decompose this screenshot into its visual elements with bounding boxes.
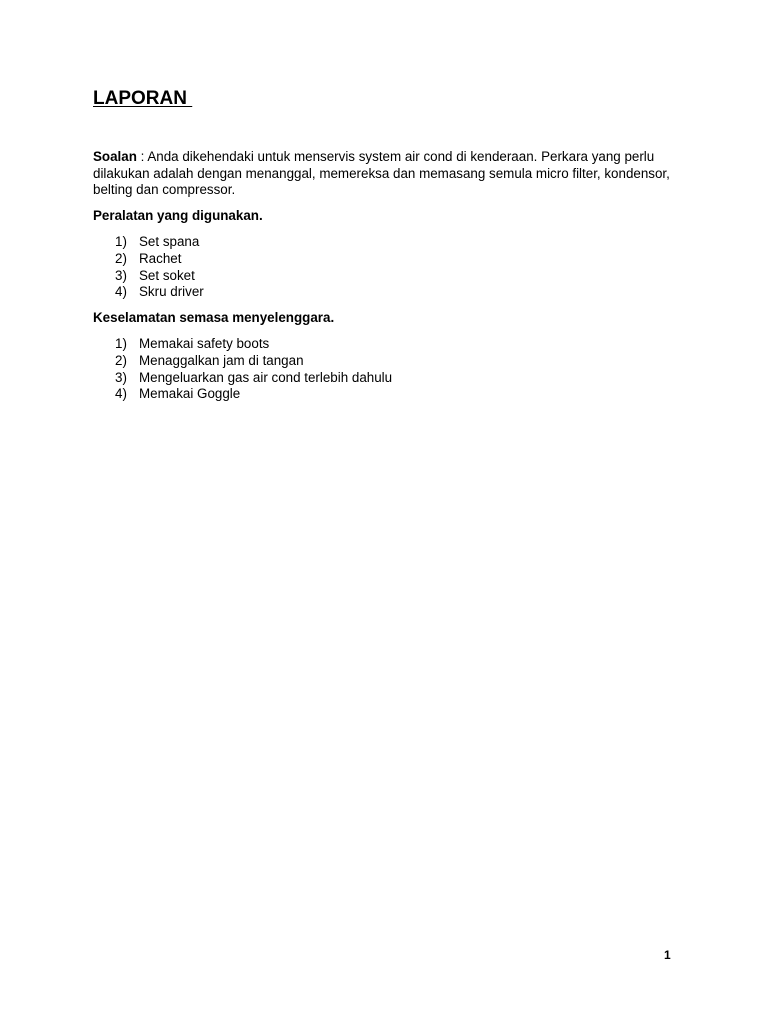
list-item-number: 1) [115, 234, 127, 249]
list-item-number: 4) [115, 284, 127, 300]
list-item-text: Mengeluarkan gas air cond terlebih dahulu [139, 369, 393, 385]
list-item-text: Skru driver [139, 284, 204, 300]
question-label: Soalan [93, 149, 137, 164]
list-item-number: 3) [115, 369, 127, 385]
list-item [93, 386, 392, 403]
list-item [93, 353, 392, 370]
list-item [93, 234, 204, 251]
safety-heading: Keselamatan semasa menyelenggara. [93, 310, 335, 325]
question-paragraph [93, 149, 683, 199]
tools-heading: Peralatan yang digunakan. [93, 208, 263, 223]
list-item-text: Rachet [139, 250, 182, 266]
list-item-text: Set soket [139, 267, 195, 283]
list-item [93, 336, 392, 353]
tools-list [93, 234, 204, 301]
safety-list [93, 336, 392, 403]
list-item-number: 1) [115, 336, 127, 351]
list-item-text: Memakai safety boots [139, 336, 270, 351]
list-item [93, 268, 204, 285]
list-item-number: 2) [115, 250, 127, 266]
list-item-text: Memakai Goggle [139, 386, 241, 402]
list-item-text: Menaggalkan jam di tangan [139, 352, 304, 368]
list-item [93, 251, 204, 268]
document-title: LAPORAN [93, 88, 193, 109]
list-item [93, 370, 392, 387]
list-item-number: 2) [115, 352, 127, 368]
list-item-number: 3) [115, 267, 127, 283]
list-item-number: 4) [115, 386, 127, 402]
page-number: 1 [664, 948, 671, 962]
list-item-text: Set spana [139, 234, 200, 249]
list-item [93, 284, 204, 301]
question-text: : Anda dikehendaki untuk menservis system air cond di kenderaan. Perkara yang perlu dilakukan adalah dengan menanggal, memereksa dan memasang semula micro filter, kondensor, belting dan compressor. [93, 149, 670, 197]
